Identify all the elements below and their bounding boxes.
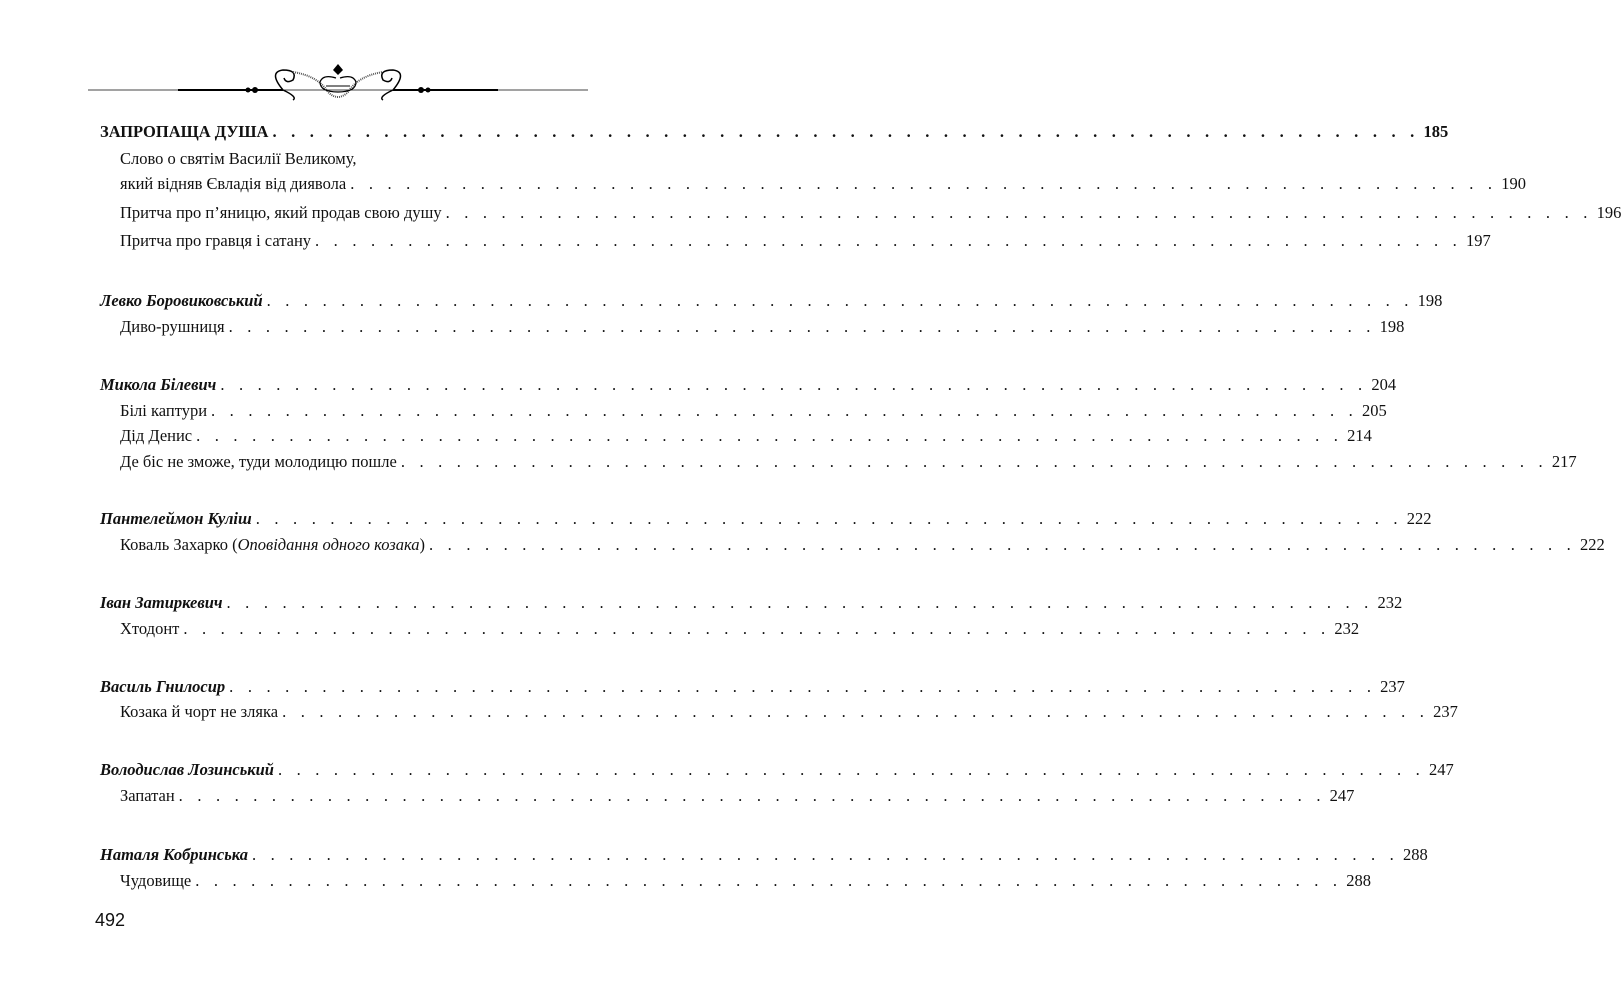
entry-page: 196: [1596, 203, 1621, 222]
entry-page: 217: [1551, 452, 1577, 471]
entry-title: Притча про гравця і сатану: [120, 231, 312, 250]
dot-leader: . . . . . . . . . . . . . . . . . . . . . . . . . . . . . . . . . . . . . . . . . . . . . . . . . . . . . . . . . . . . . .: [228, 317, 1376, 336]
entry-subtitle: Оповідання одного козака: [237, 535, 420, 554]
entry-page: 198: [1379, 317, 1405, 336]
entry-page: 288: [1346, 871, 1371, 890]
entry-title: Чудовище: [120, 871, 192, 890]
dot-leader: . . . . . . . . . . . . . . . . . . . . . . . . . . . . . . . . . . . . . . . . . . . . . . . . . . . . . . . . . . . . . .: [178, 786, 1326, 805]
dot-leader: . . . . . . . . . . . . . . . . . . . . . . . . . . . . . . . . . . . . . . . . . . . . . . . . . . . . . . . . . . . . . .: [282, 702, 1430, 721]
toc-entry[interactable]: [120, 401, 1387, 421]
toc-entry[interactable]: [120, 619, 1360, 639]
toc-entry[interactable]: [120, 174, 1526, 194]
toc-section-heading[interactable]: [100, 122, 1449, 142]
author-name: Василь Гнилосир: [100, 677, 226, 696]
decorative-ornament-icon: [88, 62, 588, 98]
toc-author[interactable]: [100, 291, 1443, 311]
entry-page: 205: [1362, 401, 1387, 420]
dot-leader: . . . . . . . . . . . . . . . . . . . . . . . . . . . . . . . . . . . . . . . . . . . . . . . . . . . . . . . . . . . . . .: [266, 291, 1414, 310]
dot-leader: . . . . . . . . . . . . . . . . . . . . . . . . . . . . . . . . . . . . . . . . . . . . . . . . . . . . . . . . . . . . . .: [226, 593, 1374, 612]
author-name: Володислав Лозинський: [100, 760, 274, 779]
dot-leader: . . . . . . . . . . . . . . . . . . . . . . . . . . . . . . . . . . . . . . . . . . . . . . . . . . . . . . . . . . . . . .: [196, 426, 1344, 445]
dot-leader: . . . . . . . . . . . . . . . . . . . . . . . . . . . . . . . . . . . . . . . . . . . . . . . . . . . . . . . . . . . . . .: [183, 619, 1331, 638]
toc-author[interactable]: [100, 593, 1403, 613]
dot-leader: . . . . . . . . . . . . . . . . . . . . . . . . . . . . . . . . . . . . . . . . . . . . . . . . . . . . . . . . . . . . . .: [315, 231, 1463, 250]
dot-leader: . . . . . . . . . . . . . . . . . . . . . . . . . . . . . . . . . . . . . . . . . . . . . . . . . . . . . . . . . . . . . .: [277, 760, 1425, 779]
entry-page: 185: [1423, 122, 1449, 141]
entry-page: 197: [1466, 231, 1491, 250]
toc-author[interactable]: [100, 375, 1397, 395]
entry-title: який відняв Євладія від диявола: [120, 174, 347, 193]
entry-page: 222: [1580, 535, 1605, 554]
entry-title: Козака й чорт не зляка: [120, 702, 279, 721]
toc-author[interactable]: [100, 509, 1432, 529]
entry-title: Притча про п’яницю, який продав свою душу: [120, 203, 442, 222]
toc-entry[interactable]: [120, 786, 1355, 806]
entry-page: 247: [1428, 760, 1454, 779]
entry-page: 204: [1371, 375, 1397, 394]
entry-title-main: Коваль Захарко (: [120, 535, 238, 554]
dot-leader: . . . . . . . . . . . . . . . . . . . . . . . . . . . . . . . . . . . . . . . . . . . . . . . . . . . . . . . . . . . . . .: [220, 375, 1368, 394]
toc-entry[interactable]: [120, 231, 1491, 251]
entry-title-line1: Слово о святім Василії Великому,: [120, 149, 357, 168]
entry-title: Білі каптури: [120, 401, 208, 420]
dot-leader: . . . . . . . . . . . . . . . . . . . . . . . . . . . . . . . . . . . . . . . . . . . . . . . . . . . . . . . . . . . . . .: [400, 452, 1548, 471]
entry-title: Де біс не зможе, туди молодицю пошле: [120, 452, 397, 471]
author-name: Наталя Кобринська: [100, 845, 248, 864]
entry-title: ЗАПРОПАЩА ДУША: [100, 122, 269, 141]
dot-leader: . . . . . . . . . . . . . . . . . . . . . . . . . . . . . . . . . . . . . . . . . . . . . . . . . . . . . . . . . . . . . .: [211, 401, 1359, 420]
toc-author[interactable]: [100, 677, 1405, 697]
entry-page: 232: [1334, 619, 1360, 638]
entry-page: 190: [1501, 174, 1526, 193]
toc-author[interactable]: [100, 760, 1454, 780]
entry-page: 237: [1380, 677, 1405, 696]
toc-entry[interactable]: [120, 203, 1621, 223]
entry-page: 237: [1433, 702, 1458, 721]
entry-title: Хтодонт: [120, 619, 180, 638]
toc-entry[interactable]: [120, 317, 1405, 337]
entry-title-close: ): [419, 535, 426, 554]
author-name: Пантелеймон Куліш: [100, 509, 252, 528]
entry-page: 214: [1347, 426, 1372, 445]
toc-entry[interactable]: [120, 452, 1577, 472]
entry-title: Диво-рушниця: [120, 317, 225, 336]
dot-leader: . . . . . . . . . . . . . . . . . . . . . . . . . . . . . . . . . . . . . . . . . . . . . . . . . . . . . . . . . . . . . .: [272, 122, 1420, 141]
entry-title: Дід Денис: [120, 426, 193, 445]
entry-page: 232: [1377, 593, 1403, 612]
entry-page: 198: [1417, 291, 1443, 310]
toc-entry[interactable]: [120, 871, 1371, 891]
toc-author[interactable]: [100, 845, 1428, 865]
dot-leader: . . . . . . . . . . . . . . . . . . . . . . . . . . . . . . . . . . . . . . . . . . . . . . . . . . . . . . . . . . . . . .: [350, 174, 1498, 193]
entry-title: [120, 535, 425, 555]
dot-leader: . . . . . . . . . . . . . . . . . . . . . . . . . . . . . . . . . . . . . . . . . . . . . . . . . . . . . . . . . . . . . .: [195, 871, 1343, 890]
author-name: Микола Білевич: [100, 375, 217, 394]
toc-entry[interactable]: [120, 426, 1372, 446]
dot-leader: . . . . . . . . . . . . . . . . . . . . . . . . . . . . . . . . . . . . . . . . . . . . . . . . . . . . . . . . . . . . . .: [229, 677, 1377, 696]
dot-leader: . . . . . . . . . . . . . . . . . . . . . . . . . . . . . . . . . . . . . . . . . . . . . . . . . . . . . . . . . . . . . .: [429, 535, 1577, 554]
dot-leader: . . . . . . . . . . . . . . . . . . . . . . . . . . . . . . . . . . . . . . . . . . . . . . . . . . . . . . . . . . . . . .: [255, 509, 1403, 528]
page-number: 492: [95, 910, 126, 930]
toc-entry[interactable]: [120, 535, 1605, 555]
toc-entry[interactable]: [120, 702, 1458, 722]
entry-page: 288: [1402, 845, 1428, 864]
entry-title: Запатан: [120, 786, 175, 805]
entry-page: 222: [1406, 509, 1432, 528]
author-name: Левко Боровиковський: [100, 291, 263, 310]
entry-page: 247: [1329, 786, 1355, 805]
author-name: Іван Затиркевич: [100, 593, 223, 612]
dot-leader: . . . . . . . . . . . . . . . . . . . . . . . . . . . . . . . . . . . . . . . . . . . . . . . . . . . . . . . . . . . . . .: [251, 845, 1399, 864]
dot-leader: . . . . . . . . . . . . . . . . . . . . . . . . . . . . . . . . . . . . . . . . . . . . . . . . . . . . . . . . . . . . . .: [445, 203, 1593, 222]
